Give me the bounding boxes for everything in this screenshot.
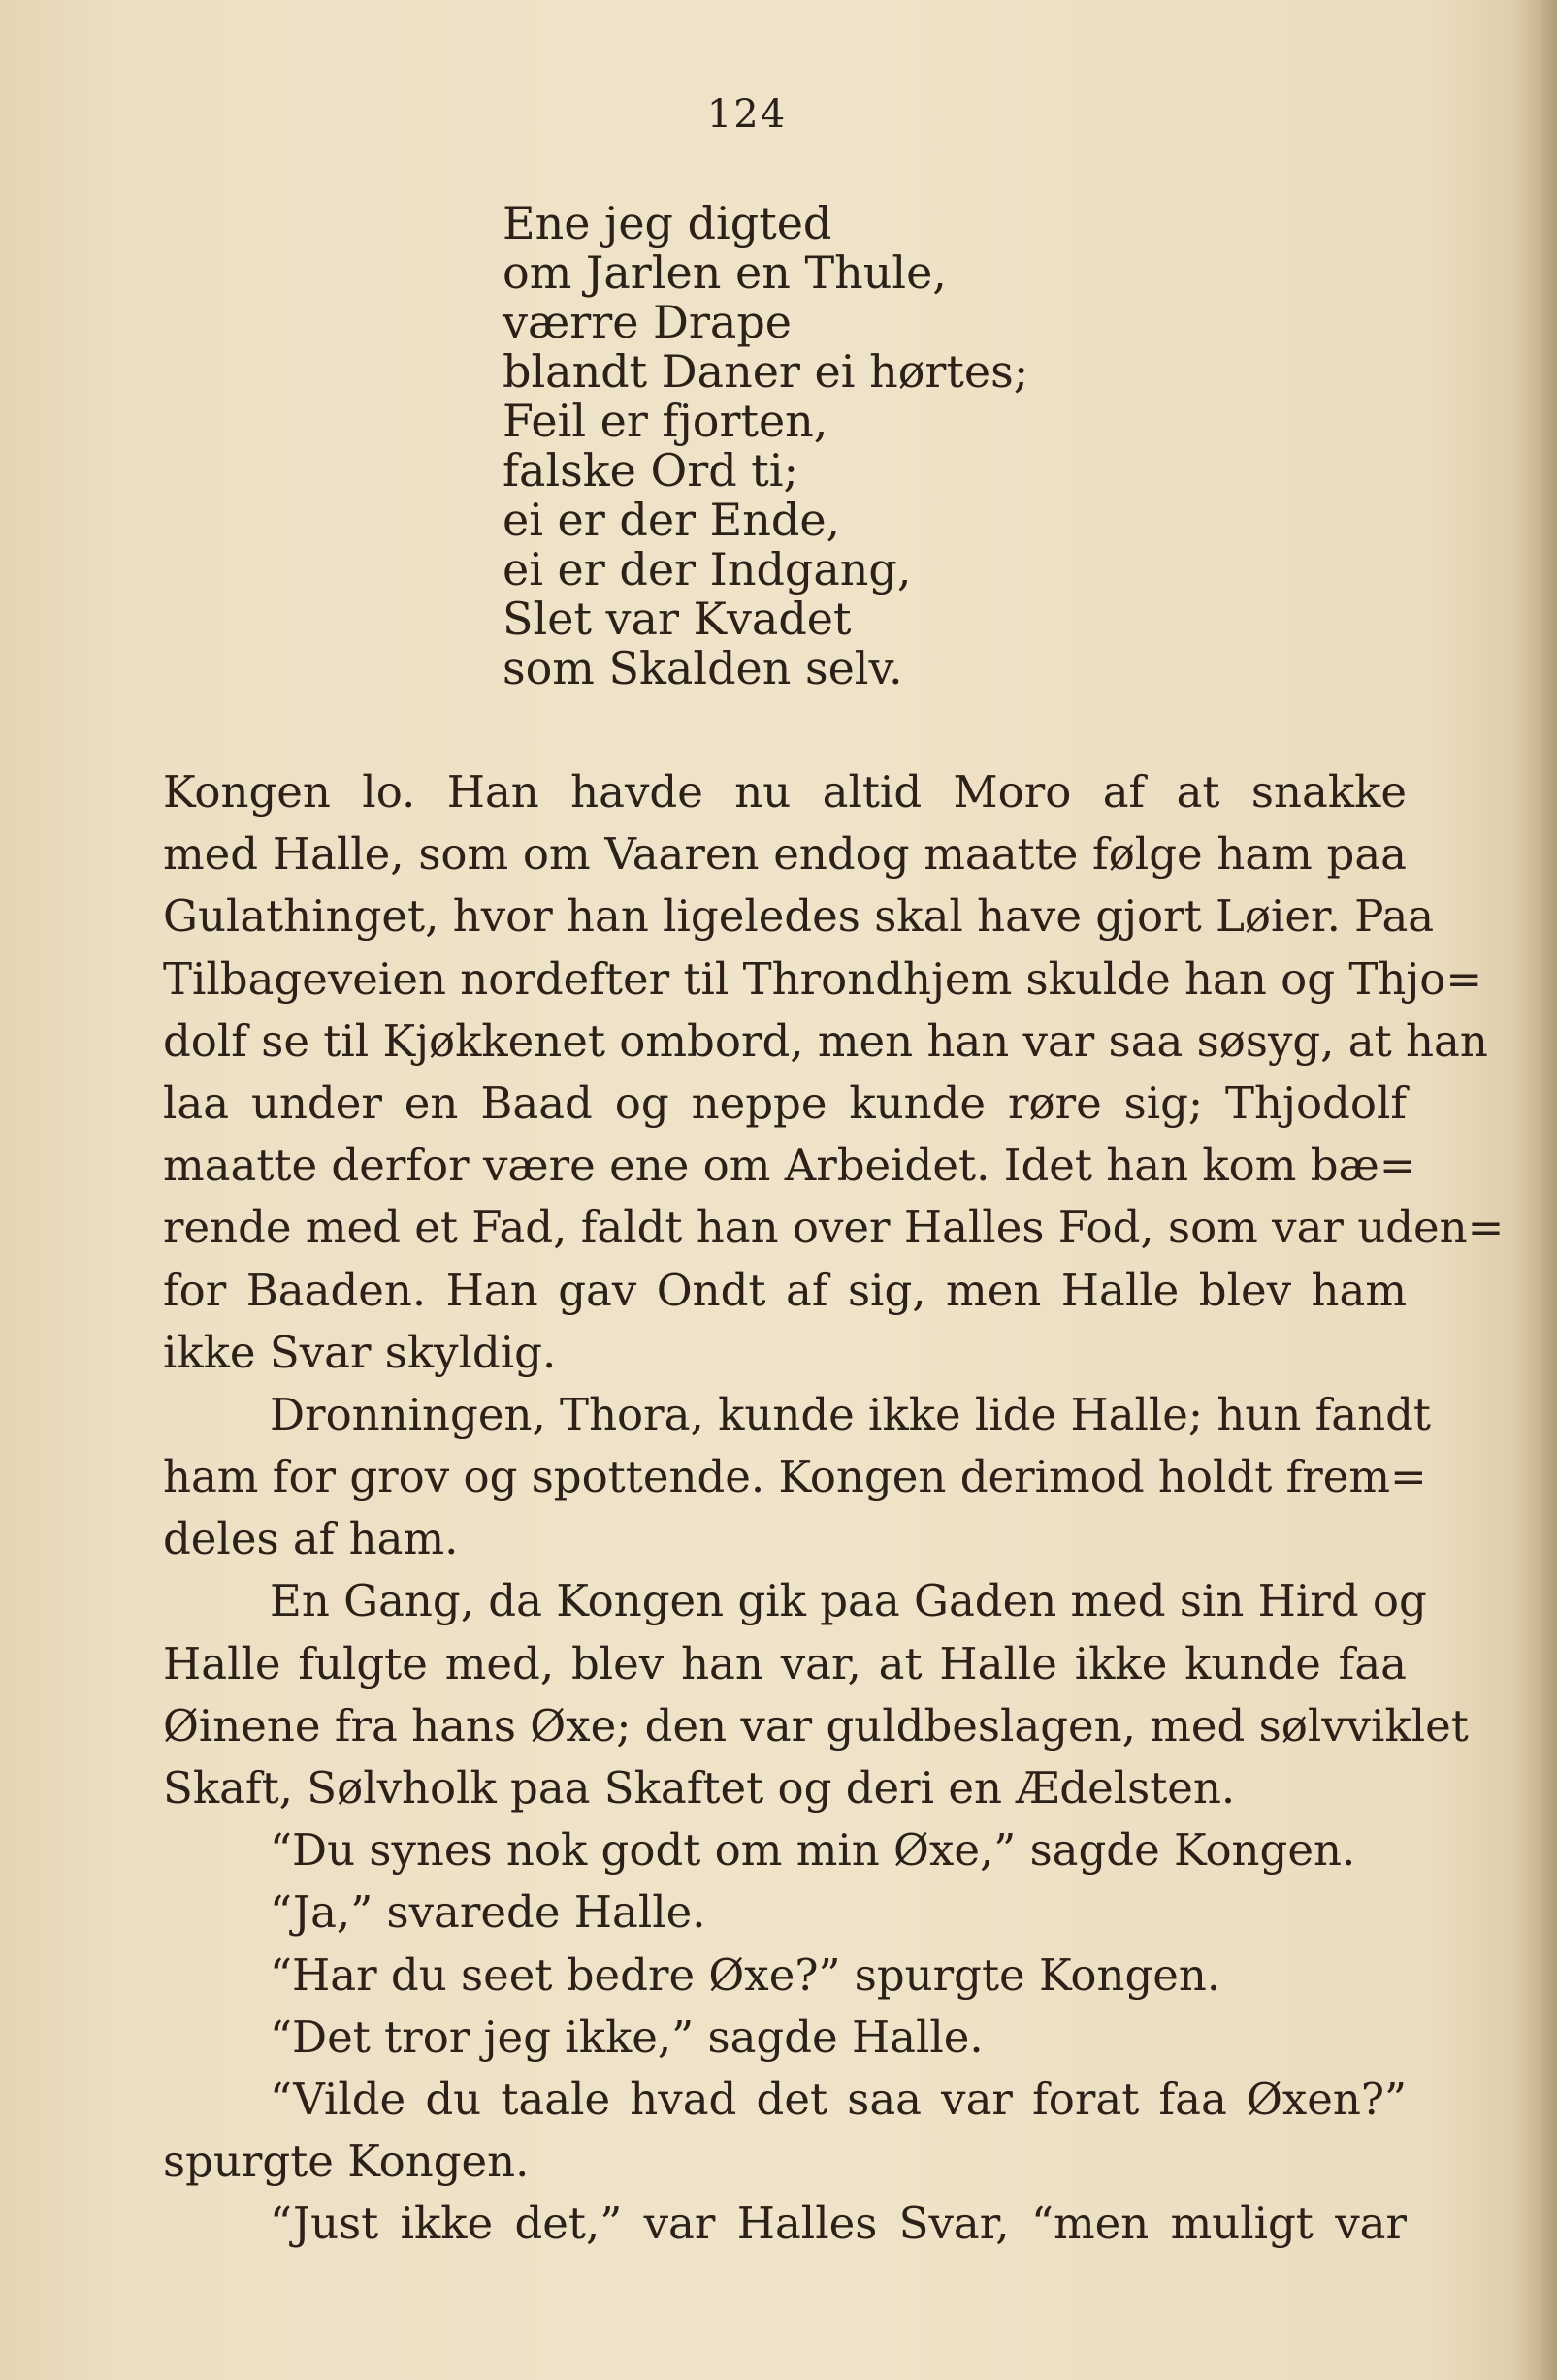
poem-line: om Jarlen en Thule, [503,246,947,299]
text-line: for Baaden. Han gav Ondt af sig, men Halle blev ham [163,1264,1407,1316]
text-line: Skaft, Sølvholk paa Skaftet og deri en Ædelsten. [163,1762,1236,1814]
text-line: En Gang, da Kongen gik paa Gaden med sin Hird og [270,1575,1427,1627]
text-line: rende med et Fad, faldt han over Halles Fod, som var uden= [163,1202,1505,1254]
poem-stanza [503,199,1104,693]
text-line: “Har du seet bedre Øxe?” spurgte Kongen. [270,1948,1221,2001]
text-line: Øinene fra hans Øxe; den var guldbeslagen, med sølvviklet [163,1699,1469,1752]
poem-line: Slet var Kvadet [503,593,852,645]
poem-line: ei er der Indgang, [503,543,912,595]
text-line: Gulathinget, hvor han ligeledes skal have gjort Løier. Paa [163,890,1435,943]
text-line: maatte derfor være ene om Arbeidet. Idet han kom bæ= [163,1140,1416,1192]
text-line: “Just ikke det,” var Halles Svar, “men muligt var [270,2198,1407,2250]
poem-line: falske Ord ti; [503,444,798,497]
page-edge-shadow [1512,0,1557,2380]
poem-line: ei er der Ende, [503,494,841,546]
text-line: dolf se til Kjøkkenet ombord, men han var saa søsyg, at han [163,1014,1488,1067]
poem-line: som Skalden selv. [503,642,903,694]
text-line: Halle fulgte med, blev han var, at Halle ikke kunde faa [163,1637,1407,1689]
text-line: Tilbageveien nordefter til Throndhjem skulde han og Thjo= [163,952,1483,1005]
text-line: “Det tror jeg ikke,” sagde Halle. [270,2010,984,2063]
text-line: Kongen lo. Han havde nu altid Moro af at snakke [163,766,1407,818]
poem-line: værre Drape [503,296,793,348]
text-line: laa under en Baad og neppe kunde røre sig; Thjodolf [163,1077,1407,1129]
text-line: spurgte Kongen. [163,2136,530,2188]
poem-line: blandt Daner ei hørtes; [503,345,1029,398]
page-number: 124 [706,92,788,137]
text-line: “Du synes nok godt om min Øxe,” sagde Kongen. [270,1824,1356,1877]
text-line: “Vilde du taale hvad det saa var forat faa Øxen?” [270,2073,1407,2125]
prose-body [163,761,1505,2256]
text-line: ham for grov og spottende. Kongen derimod holdt frem= [163,1451,1427,1503]
text-line: deles af ham. [163,1513,459,1565]
text-line: med Halle, som om Vaaren endog maatte følge ham paa [163,828,1407,881]
poem-line: Ene jeg digted [503,197,832,249]
text-line: “Ja,” svarede Halle. [270,1886,706,1939]
text-line: ikke Svar skyldig. [163,1326,557,1378]
poem-line: Feil er fjorten, [503,395,828,447]
text-line: Dronningen, Thora, kunde ikke lide Halle; hun fandt [270,1388,1432,1440]
